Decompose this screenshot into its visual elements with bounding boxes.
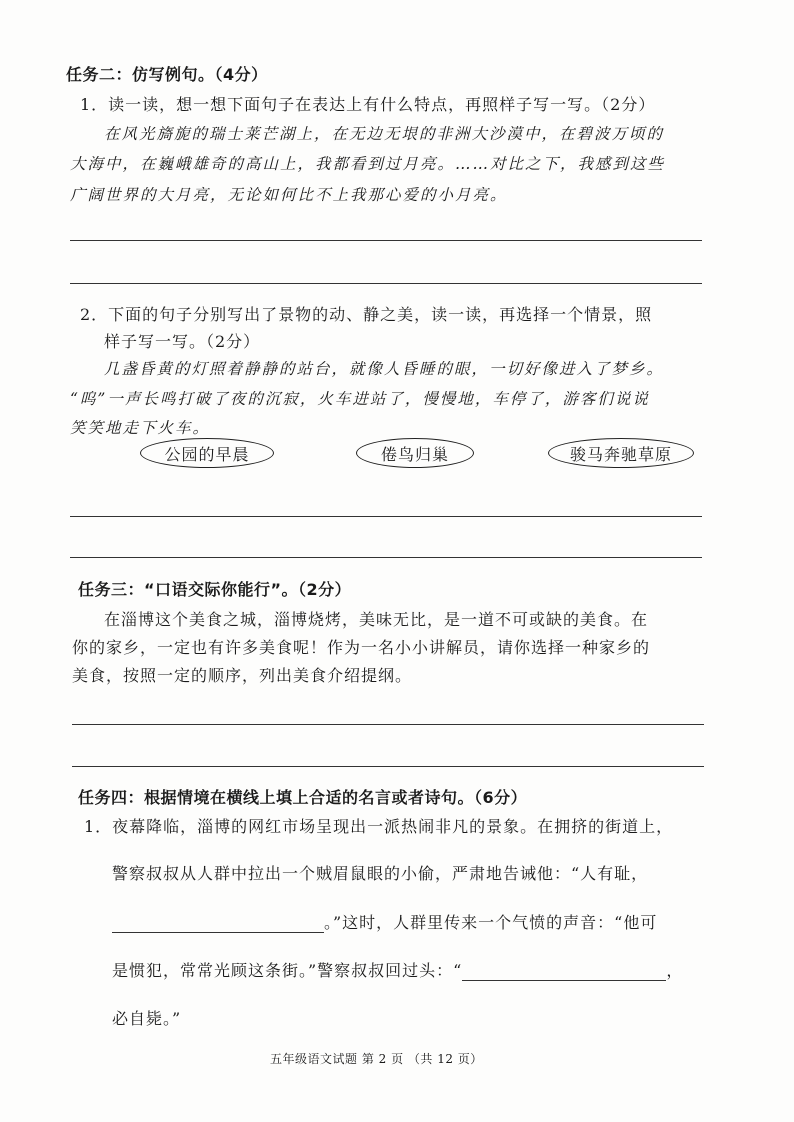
task4-q1-line4-text: 是惯犯，常常光顾这条街。”警察叔叔回过头：“ — [112, 961, 463, 980]
task2-q1-prompt: 1．读一读，想一想下面句子在表达上有什么特点，再照样子写一写。（2分） — [80, 95, 656, 114]
task4-q1-line: 必自毙。” — [112, 1009, 182, 1028]
task2-q2-passage-line: 几盏昏黄的灯照着静静的站台，就像人昏睡的眼，一切好像进入了梦乡。 — [104, 360, 665, 378]
task2-q1-passage-line: 广阔世界的大月亮，无论如何比不上我那心爱的小月亮。 — [70, 186, 508, 204]
task4-q1-line3 — [112, 910, 657, 933]
task4-title: 任务四：根据情境在横线上填上合适的名言或者诗句。（6分） — [78, 788, 528, 807]
answer-line[interactable] — [70, 240, 702, 241]
page-footer: 五年级语文试题 第 2 页 （共 12 页） — [270, 1052, 483, 1066]
task4-q1-line: 1．夜幕降临，淄博的网红市场呈现出一派热闹非凡的景象。在拥挤的街道上， — [84, 817, 674, 836]
task4-q1-line: 警察叔叔从人群中拉出一个贼眉鼠眼的小偷，严肃地告诫他：“人有耻， — [112, 864, 649, 883]
task2-q1-passage-line: 在风光旖旎的瑞士莱芒湖上，在无边无垠的非洲大沙漠中，在碧波万顷的 — [104, 125, 665, 143]
task2-q2-passage-line: 笑笑地走下火车。 — [70, 419, 211, 437]
task4-q1-line4-end: ， — [666, 961, 684, 980]
task4-q1-line3-text: 。”这时，人群里传来一个气愤的声音：“他可 — [324, 913, 658, 932]
fill-blank[interactable] — [112, 914, 324, 933]
answer-line[interactable] — [70, 516, 702, 517]
answer-line[interactable] — [72, 766, 704, 767]
task2-title: 任务二：仿写例句。（4分） — [66, 65, 268, 84]
answer-line[interactable] — [72, 724, 704, 725]
task2-q1-passage-line: 大海中，在巍峨雄奇的高山上，我都看到过月亮。……对比之下，我感到这些 — [70, 155, 666, 173]
task3-title: 任务三：“口语交际你能行”。（2分） — [78, 580, 352, 599]
task2-q2-passage-line: “呜”一声长鸣打破了夜的沉寂，火车进站了，慢慢地，车停了，游客们说说 — [70, 390, 650, 408]
option-birds-return[interactable]: 倦鸟归巢 — [356, 438, 474, 468]
answer-line[interactable] — [70, 557, 702, 558]
task2-q2-prompt: 2．下面的句子分别写出了景物的动、静之美，读一读，再选择一个情景，照 — [80, 305, 653, 324]
task3-passage-line: 你的家乡，一定也有许多美食呢！作为一名小小讲解员，请你选择一种家乡的 — [72, 638, 651, 657]
task3-passage-line: 美食，按照一定的顺序，列出美食介绍提纲。 — [72, 666, 413, 685]
task4-q1-line4 — [112, 958, 683, 981]
answer-line[interactable] — [70, 283, 702, 284]
task3-passage-line: 在淄博这个美食之城，淄博烧烤，美味无比，是一道不可或缺的美食。在 — [104, 610, 649, 629]
option-park-morning[interactable]: 公园的早晨 — [140, 438, 274, 468]
task2-q2-prompt-cont: 样子写一写。（2分） — [104, 332, 261, 351]
option-horses-gallop[interactable]: 骏马奔驰草原 — [548, 438, 694, 468]
fill-blank[interactable] — [462, 962, 666, 981]
